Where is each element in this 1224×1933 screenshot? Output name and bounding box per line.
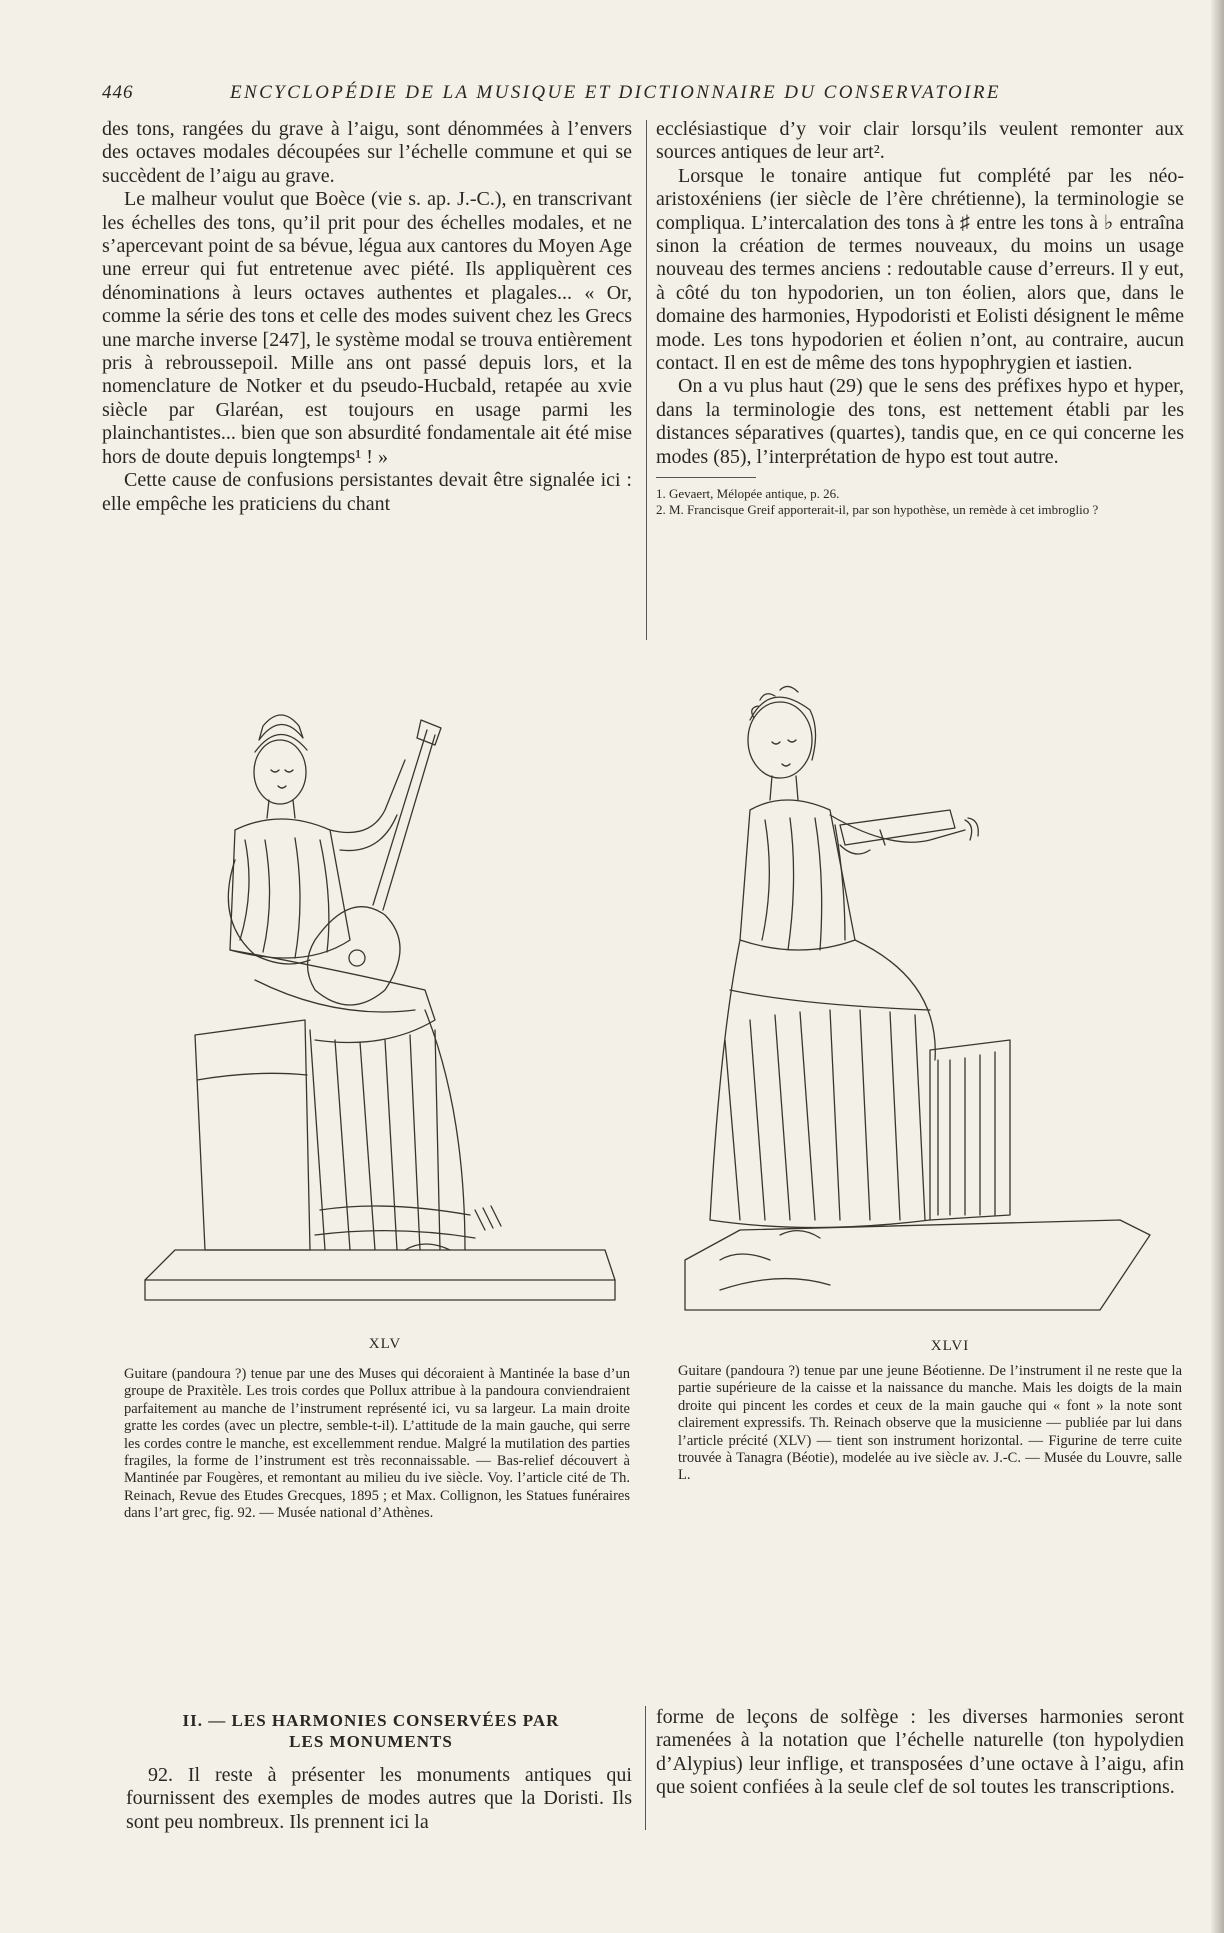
footnote-1: 1. Gevaert, Mélopée antique, p. 26. [656,486,840,502]
right-column-top [656,118,1184,518]
section-right-text: forme de leçons de solfège : les diverses harmonies seront ramenées à la notation que l’échelle naturelle (ton hypolydien d’Alypius) leur inflige, et transposées d’une octave à l’aigu, afin que soient confiées à la seule clef de sol toutes les transcriptions. [656,1706,1184,1799]
paragraph: des tons, rangées du grave à l’aigu, sont dénommées à l’envers des octaves modales découpées sur l’échelle commune et qui se succèdent de l’aigu au grave. [102,118,632,187]
footnote-2: 2. M. Francisque Greif apporterait-il, par son hypothèse, un remède à cet imbroglio ? [656,502,1099,518]
running-head: ENCYCLOPÉDIE DE LA MUSIQUE ET DICTIONNAIRE DU CONSERVATOIRE [230,82,1001,103]
section-heading-line2: LES MONUMENTS [289,1732,453,1751]
running-header [102,82,1068,108]
figure-caption-xlvi: Guitare (pandoura ?) tenue par une jeune Béotienne. De l’instrument il ne reste que la partie supérieure de la caisse et la naissance du manche. Mais les doigts de la main droite qui pincent les cordes et ceux de la main gauche qui « font » la note sont clairement expressifs. Th. Reinach observe que la musicienne — publiée par lui dans l’article précité (XLV) — tient son instrument horizontal. — Figurine de terre cuite trouvée à Tanagra (Béotie), modelée au ive siècle av. J.-C. — Musée du Louvre, salle L. [678,1363,1182,1484]
paragraph: ecclésiastique d’y voir clair lorsqu’ils veulent remonter aux sources antiques de leur art². [656,118,1184,164]
figure-xlv-muse-illustration [135,690,625,1330]
figure-caption-xlv: Guitare (pandoura ?) tenue par une des Muses qui décoraient à Mantinée la base d’un groupe de Praxitèle. Les trois cordes que Pollux attribue à la pandoura conviendraient parfaitement au manche de l’instrument représenté ici, vu sa largeur. La main droite gratte les cordes (avec un plectre, semble-t-il). L’attitude de la main gauche, qui serre les cordes contre le manche, est excellemment rendue. Malgré la mutilation des parties fragiles, la forme de l’instrument est très reconnaissable. — Bas-relief découvert à Mantinée par Fougères, et remontant au milieu du ive siècle. Voy. l’article cité de Th. Reinach, Revue des Etudes Grecques, 1895 ; et Max. Collignon, les Statues funéraires dans l’art grec, fig. 92. — Musée national d’Athènes. [124,1366,630,1522]
left-column-top [102,118,632,516]
section-heading [110,1710,632,1752]
paragraph: Lorsque le tonaire antique fut complété par les néo-aristoxéniens (ier siècle de l’ère chrétienne), la terminologie se compliqua. L’intercalation des tons à ♯ entre les tons à ♭ entraîna sinon la création de termes nouveaux, du moins un usage nouveau des termes anciens : redoutable cause d’erreurs. Il y eut, à côté du ton hypodorien, un ton éolien, alors que, dans le domaine des harmonies, Hypodoristi et Eolisti désignent le même mode. Les tons hypodorien et éolien n’ont, au contraire, aucun contact. Il en est de même des tons hypophrygien et iastien. [656,164,1184,375]
section-heading-line1: II. — LES HARMONIES CONSERVÉES PAR [182,1711,560,1730]
column-rule [646,120,647,640]
figure-xlvi-girl-illustration [680,660,1180,1330]
page-number: 446 [102,82,134,103]
paragraph: Le malheur voulut que Boèce (vie s. ap. J.-C.), en transcrivant les échelles des tons, qu’il prit pour des échelles modales, et ne s’apercevant point de sa bévue, légua aux cantores du Moyen Age une erreur qui fut entretenue avec piété. Ils appliquèrent ces dénominations à leurs octaves authentes et plagales... « Or, comme la série des tons et celle des modes suivent chez les Grecs une marche inverse [247], le système modal se trouva entièrement pris à rebroussepoil. Mille ans ont passé depuis lors, et la nomenclature de Notker et du pseudo-Hucbald, retapée au xvie siècle par Glaréan, est toujours en usage parmi les plainchantistes... bien que son absurdité fondamentale ait été mise hors de doute depuis longtemps¹ ! » [102,188,632,468]
figure-label-xlv: XLV [368,1336,402,1352]
page-edge-shadow [1210,0,1224,1933]
figure-label-xlvi: XLVI [930,1338,970,1354]
section-left-text: 92. Il reste à présenter les monuments antiques qui fournissent des exemples de modes autres que la Doristi. Ils sont peu nombreux. Ils prennent ici la [126,1764,632,1833]
footnote-rule [656,477,756,478]
column-rule [645,1706,646,1830]
paragraph: Cette cause de confusions persistantes devait être signalée ici : elle empêche les praticiens du chant [102,469,632,515]
paragraph: On a vu plus haut (29) que le sens des préfixes hypo et hyper, dans la terminologie des tons, est nettement établi par les distances séparatives (quartes), tandis que, en ce qui concerne les modes (85), l’interprétation de hypo est tout autre. [656,375,1184,468]
